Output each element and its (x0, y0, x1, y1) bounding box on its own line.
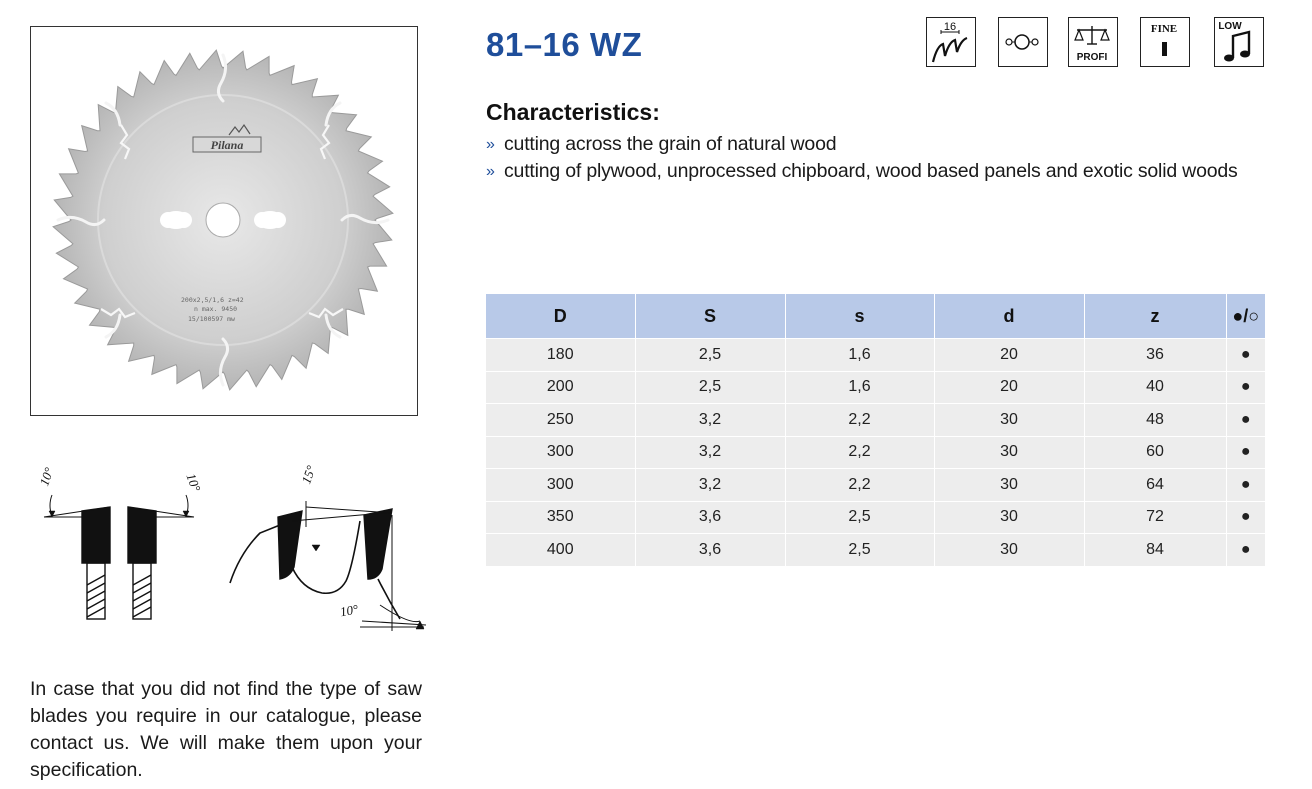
clearance-angle-label: 10° (338, 601, 360, 620)
table-cell: 3,2 (635, 404, 785, 437)
blade-marking-text: 15/100597 mw (188, 315, 235, 323)
table-row (486, 501, 1265, 534)
fine-cut-icon (1140, 17, 1190, 67)
svg-text:PROFI: PROFI (1076, 52, 1108, 63)
table-cell: 40 (1084, 371, 1226, 404)
table-body (486, 339, 1265, 566)
table-cell: 2,2 (785, 469, 934, 502)
column-header: D (486, 294, 635, 339)
hook-angle-label: 15° (298, 463, 319, 486)
table-cell: 350 (486, 501, 635, 534)
table-cell: 400 (486, 534, 635, 566)
table-cell: 72 (1084, 501, 1226, 534)
saw-blade-image (31, 27, 416, 414)
table-cell: 2,5 (785, 534, 934, 566)
table-cell: 3,6 (635, 501, 785, 534)
characteristic-text: cutting across the grain of natural wood (504, 133, 837, 155)
table-cell: 48 (1084, 404, 1226, 437)
table-row (486, 534, 1265, 566)
column-header: S (635, 294, 785, 339)
list-item (486, 158, 1266, 185)
svg-text:Pilana: Pilana (210, 138, 244, 152)
svg-text:LOW: LOW (1218, 21, 1242, 32)
table-cell: 30 (934, 436, 1084, 469)
blade-marking-text: n max. 9450 (194, 305, 238, 313)
table-row (486, 404, 1265, 437)
tooth-angle-diagram (30, 455, 440, 635)
table-cell: 20 (934, 339, 1084, 372)
profi-icon (1068, 17, 1118, 67)
bore-holes-icon (998, 17, 1048, 67)
table-cell: 64 (1084, 469, 1226, 502)
table-cell: 36 (1084, 339, 1226, 372)
table-cell: 1,6 (785, 371, 934, 404)
table-cell: 30 (934, 404, 1084, 437)
table-cell: 2,2 (785, 436, 934, 469)
table-cell: 60 (1084, 436, 1226, 469)
table-cell: 2,5 (635, 339, 785, 372)
table-cell: ● (1226, 339, 1265, 372)
table-cell: 300 (486, 469, 635, 502)
column-header: z (1084, 294, 1226, 339)
left-angle-label: 10° (36, 465, 57, 488)
svg-text:16: 16 (943, 21, 957, 33)
table-cell: 1,6 (785, 339, 934, 372)
characteristics-list (486, 131, 1266, 185)
table-cell: 2,2 (785, 404, 934, 437)
table-cell: 3,2 (635, 469, 785, 502)
table-cell: ● (1226, 534, 1265, 566)
bullet-marker: » (486, 163, 495, 180)
table-row (486, 339, 1265, 372)
low-noise-icon (1214, 17, 1264, 67)
tooth-count-icon (926, 17, 976, 67)
column-header: s (785, 294, 934, 339)
right-angle-label: 10° (183, 471, 204, 494)
svg-text:FINE: FINE (1150, 23, 1178, 35)
table-cell: 3,2 (635, 436, 785, 469)
table-cell: 30 (934, 501, 1084, 534)
table-cell: 300 (486, 436, 635, 469)
table-header-row (486, 294, 1265, 339)
table-cell: ● (1226, 404, 1265, 437)
table-cell: 250 (486, 404, 635, 437)
table-cell: 20 (934, 371, 1084, 404)
table-cell: ● (1226, 501, 1265, 534)
characteristics-heading: Characteristics: (486, 99, 660, 125)
list-item (486, 131, 1266, 158)
column-header: ●/○ (1226, 294, 1265, 339)
table-cell: ● (1226, 469, 1265, 502)
table-row (486, 469, 1265, 502)
table-row (486, 371, 1265, 404)
table-cell: 2,5 (785, 501, 934, 534)
table-row (486, 436, 1265, 469)
product-image-frame (30, 26, 418, 416)
contact-note: In case that you did not find the type of saw blades you require in our catalogue, please contact us. We will make them upon your specification. (30, 678, 422, 781)
table-cell: 84 (1084, 534, 1226, 566)
table-cell: ● (1226, 436, 1265, 469)
table-cell: 200 (486, 371, 635, 404)
table-cell: ● (1226, 371, 1265, 404)
table-cell: 180 (486, 339, 635, 372)
bullet-marker: » (486, 136, 495, 153)
table-cell: 30 (934, 534, 1084, 566)
characteristic-text: cutting of plywood, unprocessed chipboard, wood based panels and exotic solid woods (504, 160, 1238, 182)
column-header: d (934, 294, 1084, 339)
table-cell: 3,6 (635, 534, 785, 566)
spec-table (486, 294, 1265, 566)
table-cell: 30 (934, 469, 1084, 502)
product-title: 81–16 WZ (486, 26, 643, 63)
blade-marking-text: 200x2,5/1,6 z=42 (181, 296, 244, 304)
table-cell: 2,5 (635, 371, 785, 404)
